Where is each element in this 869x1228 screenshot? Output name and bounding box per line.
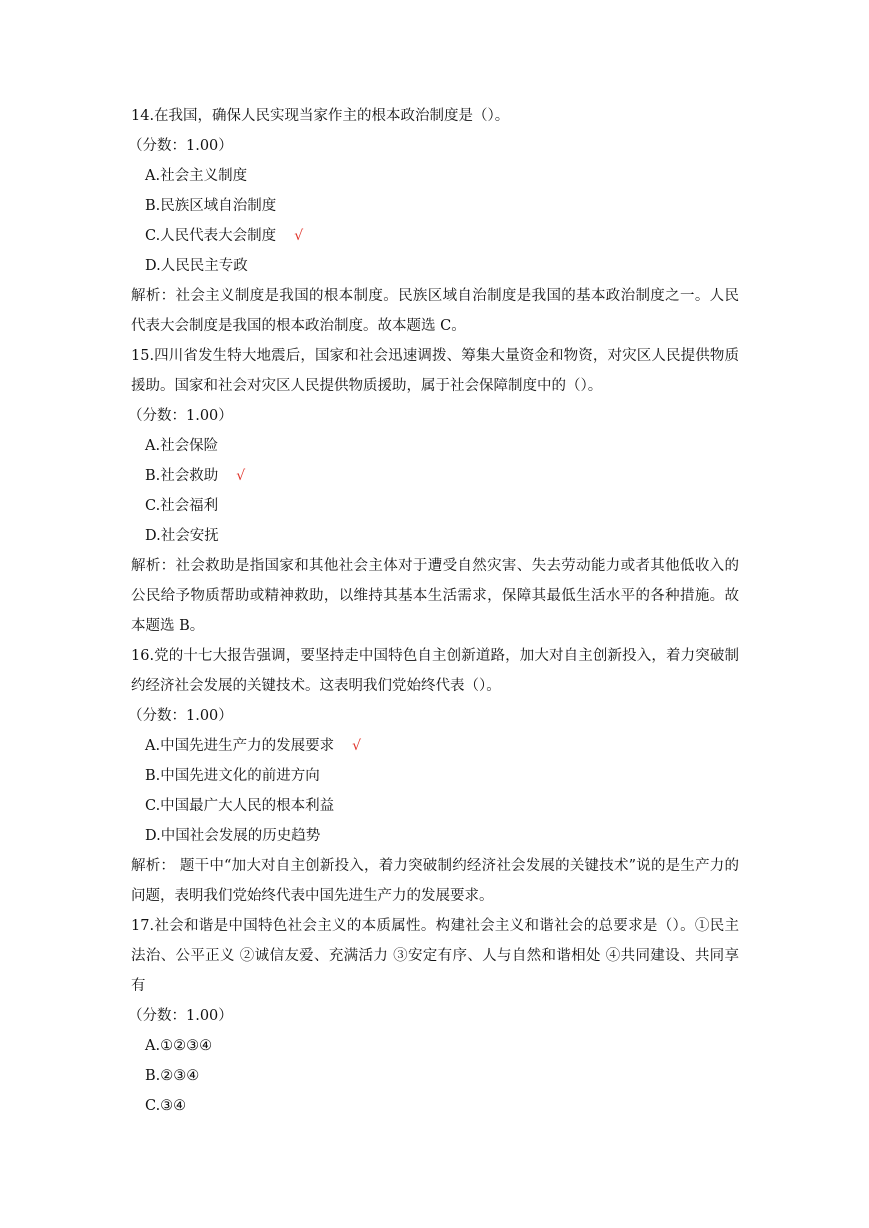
option-b xyxy=(131,761,739,791)
option-d xyxy=(131,521,739,551)
option-text: A.中国先进生产力的发展要求 xyxy=(145,738,335,754)
option-text: C.中国最广大人民的根本利益 xyxy=(145,798,335,814)
correct-check-icon: √ xyxy=(236,468,246,484)
option-c xyxy=(131,791,739,821)
question-score: （分数：1.00） xyxy=(128,1008,233,1024)
option-c xyxy=(131,491,739,521)
option-text: C.社会福利 xyxy=(145,498,219,514)
question-stem: 16.党的十七大报告强调，要坚持走中国特色自主创新道路，加大对自主创新投入，着力突破制约经济社会发展的关键技术。这表明我们党始终代表（）。 xyxy=(131,648,739,694)
question-16 xyxy=(128,641,739,911)
question-list xyxy=(128,101,739,1121)
question-analysis: 解析： 题干中“加大对自主创新投入，着力突破制约经济社会发展的关键技术”说的是生产力的问题，表明我们党始终代表中国先进生产力的发展要求。 xyxy=(131,858,739,904)
question-stem: 14.在我国，确保人民实现当家作主的根本政治制度是（）。 xyxy=(131,108,510,124)
option-b xyxy=(131,1061,739,1091)
option-text: C.③④ xyxy=(145,1098,187,1114)
option-text: B.②③④ xyxy=(145,1068,200,1084)
option-c xyxy=(131,221,739,251)
option-text: A.社会保险 xyxy=(145,438,219,454)
option-text: A.社会主义制度 xyxy=(145,168,248,184)
option-text: B.中国先进文化的前进方向 xyxy=(145,768,320,784)
question-analysis: 解析：社会主义制度是我国的根本制度。民族区域自治制度是我国的基本政治制度之一。人民代表大会制度是我国的根本政治制度。故本题选 C。 xyxy=(131,288,739,334)
question-14 xyxy=(128,101,739,341)
question-score: （分数：1.00） xyxy=(128,408,233,424)
correct-check-icon: √ xyxy=(352,738,362,754)
question-15 xyxy=(128,341,739,641)
option-b xyxy=(131,461,739,491)
option-a xyxy=(131,431,739,461)
correct-check-icon: √ xyxy=(294,228,304,244)
option-text: C.人民代表大会制度 xyxy=(145,228,277,244)
option-text: B.社会救助 xyxy=(145,468,219,484)
question-17 xyxy=(128,911,739,1121)
option-d xyxy=(131,821,739,851)
option-text: D.社会安抚 xyxy=(145,528,219,544)
question-stem: 17.社会和谐是中国特色社会主义的本质属性。构建社会主义和谐社会的总要求是（）。①民主法治、公平正义 ②诚信友爱、充满活力 ③安定有序、人与自然和谐相处 ④共同建设、共同享有 xyxy=(131,918,739,994)
option-text: D.中国社会发展的历史趋势 xyxy=(145,828,321,844)
option-a xyxy=(131,161,739,191)
question-score: （分数：1.00） xyxy=(128,138,233,154)
option-a xyxy=(131,731,739,761)
option-a xyxy=(131,1031,739,1061)
question-score: （分数：1.00） xyxy=(128,708,233,724)
option-text: B.民族区域自治制度 xyxy=(145,198,277,214)
option-b xyxy=(131,191,739,221)
option-d xyxy=(131,251,739,281)
question-stem: 15.四川省发生特大地震后，国家和社会迅速调拨、筹集大量资金和物资，对灾区人民提供物质援助。国家和社会对灾区人民提供物质援助，属于社会保障制度中的（）。 xyxy=(131,348,739,394)
option-c xyxy=(131,1091,739,1121)
option-text: A.①②③④ xyxy=(145,1038,213,1054)
question-analysis: 解析：社会救助是指国家和其他社会主体对于遭受自然灾害、失去劳动能力或者其他低收入的公民给予物质帮助或精神救助，以维持其基本生活需求，保障其最低生活水平的各种措施。故本题选 B。 xyxy=(131,558,739,634)
option-text: D.人民民主专政 xyxy=(145,258,248,274)
